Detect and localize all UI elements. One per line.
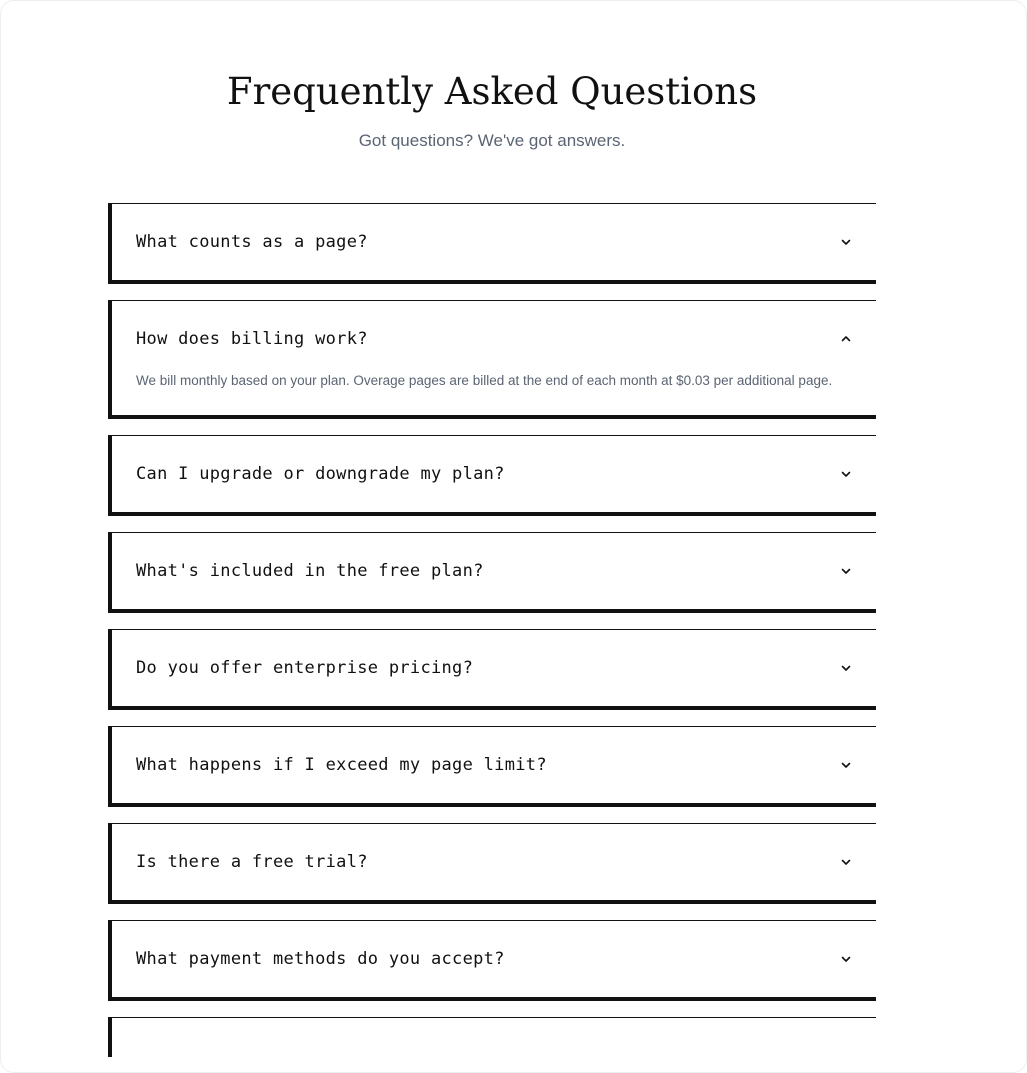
faq-answer: We bill monthly based on your plan. Overage pages are billed at the end of each month at $0.03 per additional page.: [136, 373, 833, 388]
faq-item: [108, 726, 876, 807]
chevron-down-icon: [838, 234, 854, 250]
faq-question-button[interactable]: [112, 301, 876, 377]
faq-question: What happens if I exceed my page limit?: [136, 755, 547, 775]
faq-item-partial[interactable]: [108, 1017, 876, 1057]
faq-list: [108, 203, 876, 1057]
chevron-down-icon: [838, 951, 854, 967]
chevron-down-icon: [838, 660, 854, 676]
faq-item: [108, 920, 876, 1001]
faq-item: [108, 435, 876, 516]
faq-question: What's included in the free plan?: [136, 561, 484, 581]
chevron-down-icon: [838, 563, 854, 579]
faq-question: What counts as a page?: [136, 232, 368, 252]
faq-question: Can I upgrade or downgrade my plan?: [136, 464, 505, 484]
chevron-down-icon: [838, 757, 854, 773]
faq-question-button[interactable]: [112, 824, 876, 900]
faq-item-expanded: [108, 300, 876, 419]
faq-question-button[interactable]: [112, 533, 876, 609]
faq-question-button[interactable]: [112, 921, 876, 997]
faq-header: [0, 66, 984, 153]
faq-question-button[interactable]: [112, 436, 876, 512]
faq-question: Is there a free trial?: [136, 852, 368, 872]
faq-question-button[interactable]: [112, 204, 876, 280]
faq-question-button[interactable]: [112, 727, 876, 803]
faq-item: [108, 629, 876, 710]
page-title: Frequently Asked Questions: [226, 70, 758, 113]
chevron-down-icon: [838, 854, 854, 870]
faq-item: [108, 823, 876, 904]
faq-item: [108, 203, 876, 284]
faq-question-button[interactable]: [112, 630, 876, 706]
page-subtitle: Got questions? We've got answers.: [358, 131, 626, 150]
faq-question: How does billing work?: [136, 329, 368, 349]
faq-question: What payment methods do you accept?: [136, 949, 505, 969]
chevron-down-icon: [838, 466, 854, 482]
chevron-up-icon: [838, 331, 854, 347]
faq-item: [108, 532, 876, 613]
faq-question: Do you offer enterprise pricing?: [136, 658, 474, 678]
